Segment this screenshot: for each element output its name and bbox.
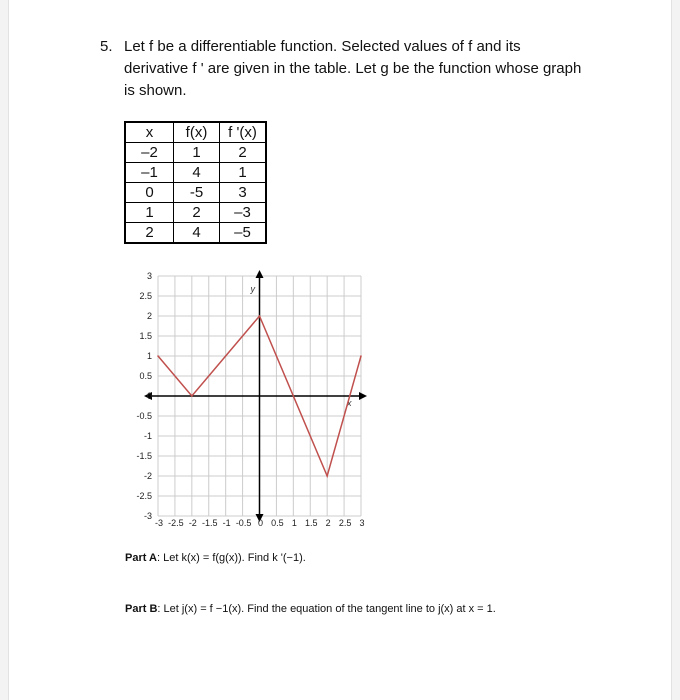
- g-graph-vertex: [191, 395, 193, 397]
- y-tick-label: -2.5: [136, 491, 152, 501]
- x-axis-label: x: [347, 398, 352, 408]
- part-b-label: Part B: [125, 603, 158, 615]
- problem-line-3: is shown.: [124, 82, 187, 99]
- table-row-cell: 2: [174, 203, 220, 223]
- y-tick-label: 3: [146, 271, 152, 281]
- table-header: [125, 122, 266, 143]
- x-tick-label: -1: [222, 518, 231, 528]
- table-row-cell: 1: [220, 163, 267, 183]
- table-row-cell: 4: [174, 163, 220, 183]
- x-tick-label: 0.5: [271, 518, 284, 528]
- y-tick-label: 1.5: [139, 331, 152, 341]
- table-row-cell: –3: [220, 203, 267, 223]
- table-row-cell: -5: [174, 183, 220, 203]
- y-tick-label: -2: [143, 471, 152, 481]
- table-row-cell: –2: [125, 143, 174, 163]
- part-a-label: Part A: [125, 552, 157, 564]
- y-tick-label: 2: [146, 311, 152, 321]
- graph-of-g: [118, 268, 378, 530]
- table-row-cell: 3: [220, 183, 267, 203]
- table-row-cell: 1: [125, 203, 174, 223]
- table-row: [125, 223, 266, 244]
- table-header-cell: x: [125, 122, 174, 143]
- problem-statement: [100, 36, 630, 102]
- y-tick-label: -1.5: [136, 451, 152, 461]
- g-graph-vertex: [360, 355, 362, 357]
- y-tick-label: -1: [143, 431, 152, 441]
- table-row: [125, 163, 266, 183]
- table-row: [125, 183, 266, 203]
- y-tick-label: -3: [143, 511, 152, 521]
- table-row: [125, 143, 266, 163]
- x-tick-label: 3: [359, 518, 365, 528]
- y-tick-label: 2.5: [139, 291, 152, 301]
- y-axis-arrow-up: [256, 270, 264, 278]
- table-row: [125, 203, 266, 223]
- table-row-cell: 2: [220, 143, 267, 163]
- x-tick-label: 0: [257, 518, 264, 528]
- table-row-cell: 0: [125, 183, 174, 203]
- problem-line-2: derivative f ' are given in the table. Let g be the function whose graph: [124, 60, 582, 77]
- x-tick-label: -0.5: [235, 518, 252, 528]
- page-right-margin: [671, 0, 680, 700]
- values-table: [124, 121, 267, 244]
- table-header-cell: f '(x): [220, 122, 267, 143]
- table-row-cell: 4: [174, 223, 220, 244]
- page-left-margin: [0, 0, 9, 700]
- part-a-text: : Let k(x) = f(g(x)). Find k '(−1).: [157, 552, 306, 564]
- problem-line-1: Let f be a differentiable function. Selected values of f and its: [124, 38, 521, 55]
- g-graph-vertex: [259, 315, 261, 317]
- x-axis-arrow-right: [359, 392, 367, 400]
- table-row-cell: 1: [174, 143, 220, 163]
- x-tick-label: -2: [188, 518, 197, 528]
- g-graph-vertex: [157, 355, 159, 357]
- part-a: [125, 552, 306, 564]
- problem-number: 5.: [100, 38, 113, 55]
- y-tick-label: 1: [146, 351, 152, 361]
- x-tick-label: 1: [291, 518, 297, 528]
- table-header-cell: f(x): [174, 122, 220, 143]
- part-b-text: : Let j(x) = f −1(x). Find the equation of the tangent line to j(x) at x = 1.: [157, 603, 496, 615]
- y-tick-label: 0.5: [139, 371, 152, 381]
- g-graph-vertex: [326, 475, 328, 477]
- x-tick-label: -1.5: [201, 518, 218, 528]
- x-tick-label: -2.5: [168, 518, 184, 528]
- y-tick-label: 0: [146, 391, 152, 401]
- x-tick-label: 2: [325, 518, 331, 528]
- x-tick-label: 1.5: [304, 518, 318, 528]
- x-tick-label: -3: [154, 518, 164, 528]
- table-row-cell: 2: [125, 223, 174, 244]
- y-axis-label: y: [250, 284, 255, 294]
- part-b: [125, 603, 496, 615]
- y-tick-label: -0.5: [136, 411, 152, 421]
- table-row-cell: –1: [125, 163, 174, 183]
- x-tick-label: 2.5: [338, 518, 352, 528]
- table-row-cell: –5: [220, 223, 267, 244]
